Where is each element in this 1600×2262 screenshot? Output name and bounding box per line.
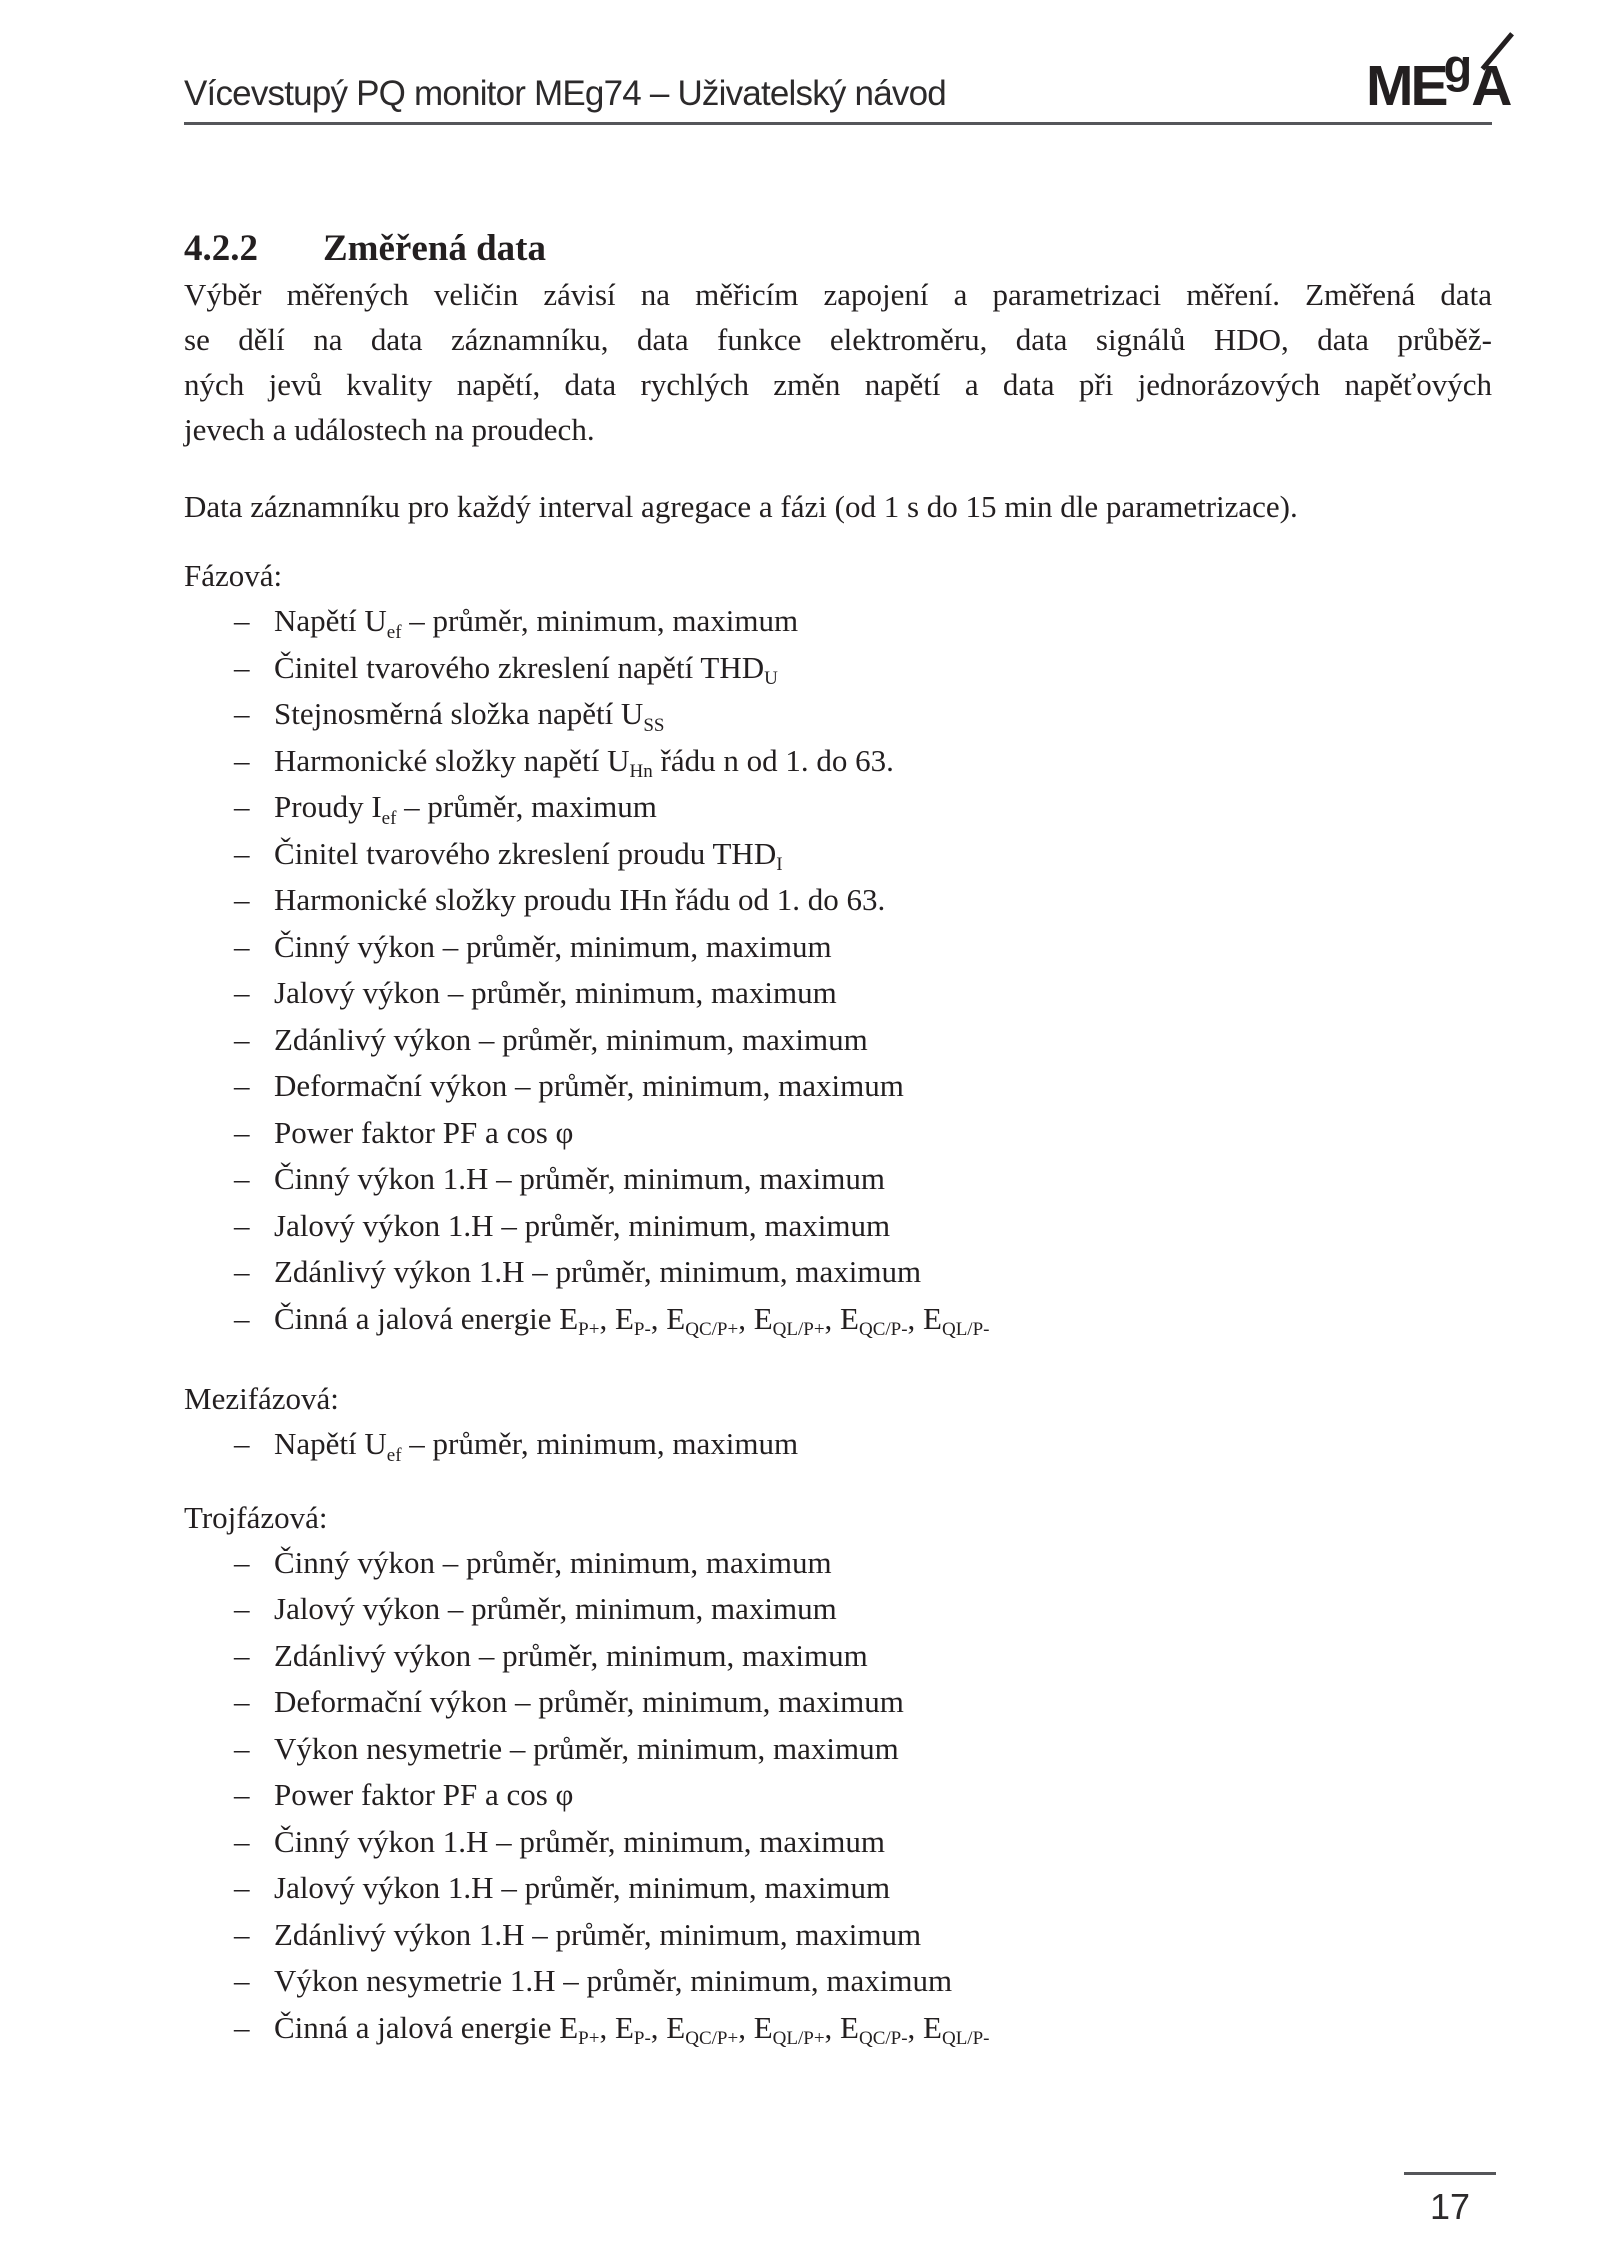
- subscript: P+: [578, 1319, 600, 1341]
- intro-line: jevech a událostech na proudech.: [184, 412, 595, 447]
- list-item-text: Harmonické složky napětí $U_{Hn}$ řádu n od 1. do 63.: [274, 742, 894, 783]
- bullet-dash: –: [234, 1207, 250, 1243]
- list-item-text: Zdánlivý výkon – průměr, minimum, maximum: [274, 1021, 868, 1057]
- list-item-text: Zdánlivý výkon 1.H – průměr, minimum, maximum: [274, 1916, 922, 1952]
- bullet-dash: –: [234, 1684, 250, 1719]
- subscript: U: [764, 668, 778, 690]
- subscript: QC/P-: [858, 2028, 908, 2050]
- group-trojfazova: [184, 1495, 1492, 2052]
- bullet-dash: –: [234, 696, 250, 731]
- list-item: [184, 1296, 1492, 1343]
- footer-rule: [1404, 2172, 1496, 2175]
- measured-list-mezifazova: [184, 1421, 1492, 1468]
- bullet-dash: –: [234, 1068, 250, 1103]
- subscript: ef: [386, 1444, 402, 1466]
- mega-logo: [1366, 39, 1513, 118]
- list-item-text: Výkon nesymetrie 1.H – průměr, minimum, maximum: [274, 1963, 953, 1998]
- list-item: [184, 691, 1492, 738]
- list-item-text: Napětí $U_{ef}$ – průměr, minimum, maximum: [274, 1426, 799, 1466]
- intro-line: Výběr měřených veličin závisí na měřicím zapojení a parametrizaci měření. Změřená data: [184, 277, 1492, 312]
- list-item-text: Činitel tvarového zkreslení proudu $THD_I$: [274, 835, 783, 876]
- list-item-text: Činná a jalová energie $E_{P+}$, $E_{P-}$, $E_{QC/P+}$, $E_{QL/P+}$, $E_{QC/P-}$, $E_{QL/P-}$: [274, 1300, 990, 1341]
- list-item: [184, 1819, 1492, 1866]
- bullet-dash: –: [234, 1161, 250, 1196]
- logo-text-g: g: [1443, 39, 1473, 92]
- bullet-dash: –: [234, 1637, 250, 1673]
- list-item-text: Power faktor PF a cos φ: [274, 1114, 574, 1150]
- list-item: [184, 1633, 1492, 1680]
- bullet-dash: –: [234, 2009, 250, 2045]
- list-item: [184, 877, 1492, 924]
- list-item: [184, 1249, 1492, 1296]
- list-item: [184, 1865, 1492, 1912]
- bullet-dash: –: [234, 882, 250, 917]
- list-item-text: Harmonické složky proudu IHn řádu od 1. do 63.: [274, 882, 886, 917]
- list-item: [184, 1063, 1492, 1110]
- list-item-text: Jalový výkon – průměr, minimum, maximum: [274, 1591, 837, 1626]
- list-item: [184, 2005, 1492, 2052]
- bullet-dash: –: [234, 1730, 250, 1766]
- bullet-dash: –: [234, 1300, 250, 1336]
- list-item-text: Zdánlivý výkon 1.H – průměr, minimum, maximum: [274, 1254, 922, 1289]
- list-item: [184, 1726, 1492, 1773]
- document-title: Vícevstupý PQ monitor MEg74 – Uživatelský návod: [184, 74, 946, 113]
- list-item: [184, 970, 1492, 1017]
- list-item-text: Činná a jalová energie $E_{P+}$, $E_{P-}$, $E_{QC/P+}$, $E_{QL/P+}$, $E_{QC/P-}$, $E_{QL/P-}$: [274, 2009, 990, 2050]
- list-item-text: Činný výkon – průměr, minimum, maximum: [274, 1544, 832, 1580]
- section-heading: [184, 227, 546, 270]
- bullet-dash: –: [234, 1777, 250, 1812]
- intro-line: ných jevů kvality napětí, data rychlých změn napětí a data při jednorázových napěťových: [184, 367, 1492, 402]
- subscript: P-: [633, 2028, 651, 2050]
- list-item: [184, 1203, 1492, 1250]
- subscript: QL/P-: [941, 2028, 990, 2050]
- logo-text-a: A: [1471, 53, 1513, 118]
- list-item-text: Napětí $U_{ef}$ – průměr, minimum, maximum: [274, 603, 799, 643]
- list-item-text: Jalový výkon – průměr, minimum, maximum: [274, 975, 837, 1010]
- subscript: I: [776, 854, 783, 876]
- group-mezifazova: [184, 1376, 1492, 1468]
- list-item-text: Stejnosměrná složka napětí $U_{SS}$: [274, 696, 665, 736]
- list-item: [184, 1110, 1492, 1157]
- page-body: [184, 272, 1492, 2051]
- bullet-dash: –: [234, 649, 250, 685]
- bullet-dash: –: [234, 1254, 250, 1289]
- section-title: Změřená data: [323, 227, 546, 269]
- subscript: QC/P+: [685, 1319, 739, 1341]
- list-item: [184, 831, 1492, 878]
- list-item-text: Power faktor PF a cos φ: [274, 1777, 574, 1812]
- subscript: P-: [633, 1319, 651, 1341]
- bullet-dash: –: [234, 1916, 250, 1952]
- list-item: [184, 1017, 1492, 1064]
- bullet-dash: –: [234, 975, 250, 1010]
- bullet-dash: –: [234, 928, 250, 964]
- subscript: Hn: [629, 761, 653, 783]
- section-number: 4.2.2: [184, 227, 258, 269]
- logo-g-wrap: [1443, 39, 1473, 108]
- list-item-text: Činný výkon – průměr, minimum, maximum: [274, 928, 832, 964]
- list-item: [184, 1679, 1492, 1726]
- bullet-dash: –: [234, 1021, 250, 1057]
- list-item: [184, 1912, 1492, 1959]
- subscript: SS: [643, 714, 665, 736]
- list-item: [184, 1958, 1492, 2005]
- subscript: QC/P-: [858, 1319, 908, 1341]
- bullet-dash: –: [234, 1591, 250, 1626]
- page-number: 17: [1429, 2186, 1471, 2227]
- bullet-dash: –: [234, 789, 250, 824]
- bullet-dash: –: [234, 603, 250, 638]
- bullet-dash: –: [234, 1823, 250, 1859]
- subscript: P+: [578, 2028, 600, 2050]
- list-item: [184, 1540, 1492, 1587]
- list-item-text: Jalový výkon 1.H – průměr, minimum, maximum: [274, 1207, 891, 1243]
- group-label: Mezifázová:: [184, 1381, 339, 1416]
- list-item: [184, 1586, 1492, 1633]
- list-item: [184, 645, 1492, 692]
- intro-line: se dělí na data záznamníku, data funkce elektroměru, data signálů HDO, data průběž-: [184, 322, 1492, 357]
- bullet-dash: –: [234, 1544, 250, 1580]
- bullet-dash: –: [234, 1426, 250, 1461]
- subscript: QL/P+: [772, 2028, 825, 2050]
- list-item: [184, 1772, 1492, 1819]
- subscript: ef: [381, 807, 397, 829]
- subscript: QL/P-: [941, 1319, 990, 1341]
- list-item-text: Činný výkon 1.H – průměr, minimum, maximum: [274, 1161, 885, 1196]
- group-label: Trojfázová:: [184, 1499, 328, 1535]
- list-item: [184, 924, 1492, 971]
- logo-text-me: ME: [1366, 53, 1446, 118]
- list-item-text: Deformační výkon – průměr, minimum, maximum: [274, 1068, 904, 1103]
- group-label: Fázová:: [184, 558, 283, 593]
- list-item: [184, 598, 1492, 645]
- list-item: [184, 738, 1492, 785]
- list-item: [184, 784, 1492, 831]
- group-fazova: [184, 553, 1492, 1342]
- list-item-text: Výkon nesymetrie – průměr, minimum, maximum: [274, 1730, 899, 1766]
- measured-list-trojfazova: [184, 1540, 1492, 2052]
- header-rule: [184, 122, 1492, 125]
- list-item-text: Činný výkon 1.H – průměr, minimum, maximum: [274, 1823, 885, 1859]
- list-item-text: Činitel tvarového zkreslení napětí $THD_U$: [274, 649, 778, 690]
- bullet-dash: –: [234, 835, 250, 871]
- list-item-text: Jalový výkon 1.H – průměr, minimum, maximum: [274, 1870, 891, 1905]
- subscript: ef: [386, 621, 402, 643]
- subscript: QL/P+: [772, 1319, 825, 1341]
- list-item: [184, 1421, 1492, 1468]
- list-item-text: Zdánlivý výkon – průměr, minimum, maximum: [274, 1637, 868, 1673]
- intro-paragraph: [184, 272, 1492, 452]
- bullet-dash: –: [234, 1870, 250, 1905]
- subscript: QC/P+: [685, 2028, 739, 2050]
- bullet-dash: –: [234, 742, 250, 778]
- bullet-dash: –: [234, 1963, 250, 1998]
- list-item-text: Deformační výkon – průměr, minimum, maximum: [274, 1684, 904, 1719]
- aggregation-paragraph: Data záznamníku pro každý interval agregace a fázi (od 1 s do 15 min dle parametrizace).: [184, 489, 1298, 524]
- measured-list-fazova: [184, 598, 1492, 1342]
- bullet-dash: –: [234, 1114, 250, 1150]
- list-item: [184, 1156, 1492, 1203]
- list-item-text: Proudy $I_{ef}$ – průměr, maximum: [274, 789, 657, 829]
